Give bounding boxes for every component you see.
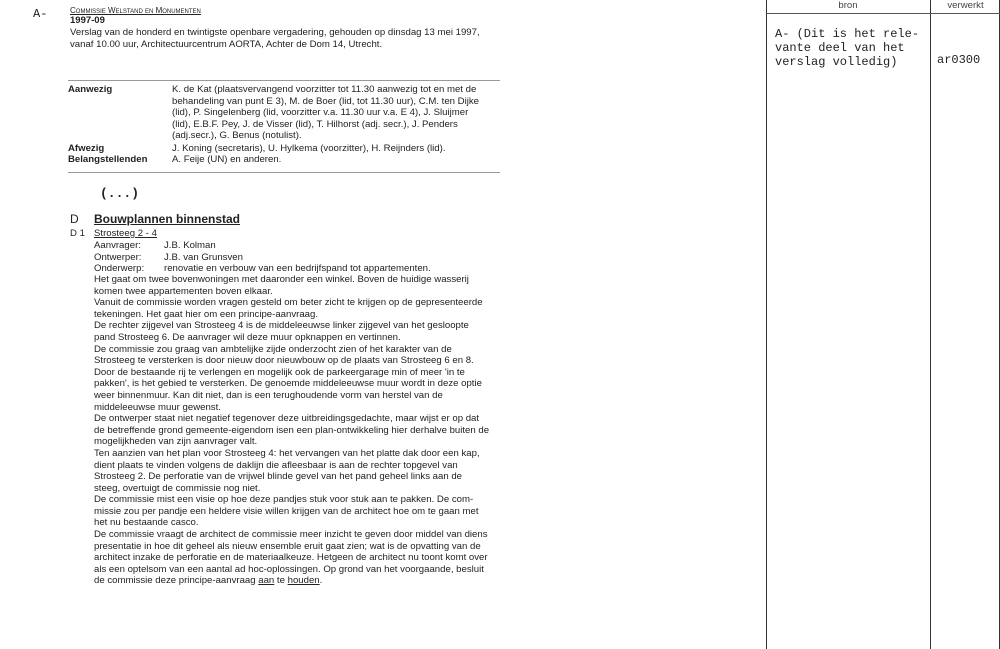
field-value: J.B. Kolman — [164, 240, 216, 251]
body-line: mogelijkheden van zijn aanvrager valt. — [94, 436, 258, 448]
item-fields — [94, 240, 431, 275]
intro-line: vanaf 10.00 uur, Architectuurcentrum AORTA, Achter de Dom 14, Utrecht. — [70, 38, 383, 50]
body-line: Ten aanzien van het plan voor Strosteeg 4: het vervangen van het platte dak door een kap, — [94, 447, 480, 459]
field-value: J.B. van Grunsven — [164, 251, 243, 263]
interested-label: Belangstellenden — [68, 154, 148, 165]
present-line: (adj.secr.), G. Benus (notulist). — [172, 130, 302, 142]
source-note — [775, 27, 919, 69]
org-name: Commissie Welstand en Monumenten — [70, 6, 201, 15]
body-line: pand Strosteeg 6. De aanvrager wil deze muur opknappen en vertinnen. — [94, 331, 401, 343]
item-number: D 1 — [70, 228, 85, 239]
table-header-rule — [766, 13, 1000, 14]
body-line: het nu bestaande casco. — [94, 517, 199, 529]
present-line: K. de Kat (plaatsvervangend voorzitter tot 11.30 aanwezig tot en met de — [172, 84, 477, 95]
body-line: pakken', is het gebied te versterken. De genoemde middeleeuwse muur wordt in deze optie — [94, 378, 482, 390]
body-line: komen twee appartementen boven elkaar. — [94, 285, 273, 297]
final-text: de commissie deze principe-aanvraag — [94, 575, 259, 587]
intro-line: Verslag van de honderd en twintigste openbare vergadering, gehouden op dinsdag 13 mei 1997, — [70, 27, 480, 38]
final-text: aan — [258, 575, 275, 587]
body-line: weer binnenmuur. Kan dit niet, dan is een terughoudende vorm van herstel van de — [94, 389, 443, 401]
body-line: De commissie zou graag van ambtelijke zijde onderzocht zien of het karakter van de — [94, 343, 452, 355]
report-number: 1997-09 — [70, 15, 105, 26]
table-border — [930, 0, 931, 649]
body-line: presentatie in hoe dit geheel als nieuw ensemble eruit gaat zien; wat is de opvatting van de — [94, 540, 481, 552]
col-header-processed: verwerkt — [947, 0, 984, 11]
body-line: tekeningen. Het gaat hier om een principe-aanvraag. — [94, 308, 318, 320]
body-line: Strosteeg 2. De perforatie van de vrijwel blinde gevel van het pand geheel links aan de — [94, 471, 462, 483]
body-line: steeg, overtuigt de commissie nog niet. — [94, 482, 261, 494]
present-line: behandeling van punt E 3), M. de Boer (lid, tot 11.30 uur), C.M. ten Dijke — [172, 95, 479, 107]
note-line: A- (Dit is het rele- — [775, 27, 920, 41]
body-line: Vanuit de commissie worden vragen gesteld om beter zicht te krijgen op de gepresenteerde — [94, 297, 483, 309]
note-line: vante deel van het — [775, 41, 905, 55]
table-border — [766, 0, 767, 649]
body-line: missie zou per pandje een heldere visie willen krijgen van de architect hoe om te gaan met — [94, 505, 479, 517]
field-label: Onderwerp: — [94, 263, 145, 275]
field-label: Aanvrager: — [94, 240, 141, 251]
present-line: (lid), P. Singelenberg (lid, voorzitter v.a. 11.30 uur v.a. E 4), J. Sluijmer — [172, 107, 469, 119]
final-text: houden — [287, 575, 320, 587]
field-value: renovatie en verbouw van een bedrijfspand tot appartementen. — [164, 263, 431, 275]
present-line: (lid), E.B.F. Pey, J. de Visser (lid), T. Hilhorst (adj. secr.), J. Penders — [172, 118, 458, 130]
body-line: Door de bestaande rij te verlengen en mogelijk ook de parkeergarage min of meer 'in te — [94, 366, 465, 378]
field-label: Ontwerper: — [94, 251, 142, 263]
body-line: De commissie vraagt de architect de commissie meer inzicht te geven door middel van diens — [94, 529, 488, 541]
body-line: dient plaats te vinden volgens de daklijn die afleesbaar is aan de rechter topgevel van — [94, 459, 458, 471]
omission-mark: (...) — [100, 186, 140, 201]
body-line: Het gaat om twee bovenwoningen met daaronder een winkel. Boven de huidige wasserij — [94, 274, 469, 285]
absent-list: J. Koning (secretaris), U. Hylkema (voorzitter), H. Reijnders (lid). — [172, 143, 446, 154]
body-line: de betreffende grond gemeente-eigendom isen een plan-ontwikkeling hier derhalve buiten de — [94, 424, 490, 436]
body-line-final — [94, 575, 489, 587]
present-list — [172, 84, 479, 142]
body-line: Strosteeg te versterken is door nieuw door nieuwbouw op de plaats van Strosteeg 6 en 8. — [94, 355, 474, 367]
interested-list: A. Feije (UN) en anderen. — [172, 154, 282, 165]
col-header-source: bron — [838, 0, 858, 11]
divider — [68, 80, 500, 81]
body-line: als een optelsom van een aantal ad hoc-oplossingen. Op grond van het voorgaande, besluit — [94, 563, 484, 575]
body-line: middeleeuwse muur gewenst. — [94, 401, 221, 413]
section-title: Bouwplannen binnenstad — [94, 212, 240, 226]
body-line: architect inzake de perforatie en de materiaalkeuze. Hetgeen de architect nu toont komt over — [94, 552, 488, 564]
margin-mark: A- — [33, 7, 48, 21]
section-letter: D — [70, 212, 79, 226]
divider — [68, 172, 500, 173]
body-line: De commissie mist een visie op hoe deze pandjes stuk voor stuk aan te pakken. De com- — [94, 494, 474, 506]
item-title: Strosteeg 2 - 4 — [94, 228, 157, 239]
item-body — [94, 274, 489, 587]
processed-code: ar0300 — [937, 53, 981, 67]
present-label: Aanwezig — [68, 84, 113, 95]
final-text: te — [274, 575, 288, 587]
body-line: De rechter zijgevel van Strosteeg 4 is de middeleeuwse linker zijgevel van het gesloopte — [94, 320, 469, 332]
report-intro — [70, 27, 480, 50]
final-text: . — [319, 575, 323, 587]
absent-label: Afwezig — [68, 143, 105, 154]
note-line: verslag volledig) — [775, 55, 898, 69]
body-line: De ontwerper staat niet negatief tegenover deze uitbreidingsgedachte, maar wijst er op dat — [94, 413, 480, 425]
